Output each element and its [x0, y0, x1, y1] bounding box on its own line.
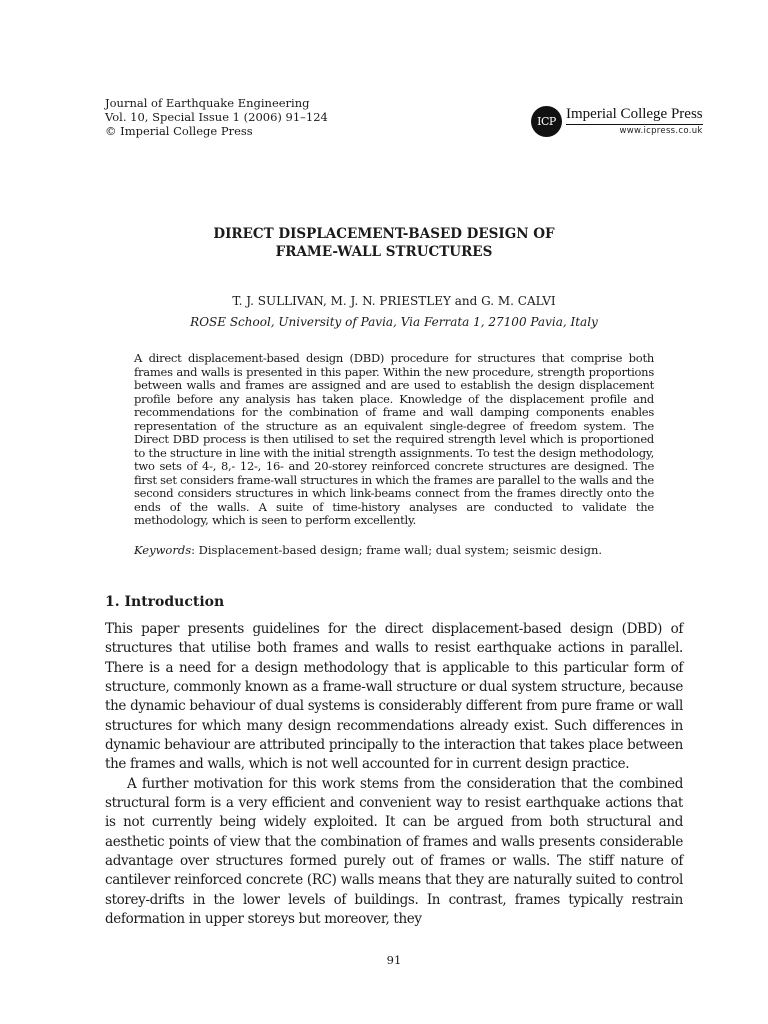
- paper-title: [0, 225, 768, 261]
- paper-affiliation: ROSE School, University of Pavia, Via Ferrata 1, 27100 Pavia, Italy: [190, 315, 598, 329]
- paper-authors: T. J. SULLIVAN, M. J. N. PRIESTLEY and G. M. CALVI: [232, 294, 556, 308]
- journal-volume: Vol. 10, Special Issue 1 (2006) 91–124: [105, 110, 328, 124]
- paper-title-line-2: FRAME-WALL STRUCTURES: [275, 244, 493, 260]
- keywords-text: : Displacement-based design; frame wall; dual system; seismic design.: [191, 543, 603, 557]
- publisher-url: www.icpress.co.uk: [619, 126, 703, 137]
- keywords-label: Keywords: [134, 543, 192, 557]
- body-text: [105, 620, 683, 930]
- journal-copyright: © Imperial College Press: [105, 124, 253, 138]
- paper-title-line-1: DIRECT DISPLACEMENT-BASED DESIGN OF: [213, 226, 555, 242]
- journal-name: Journal of Earthquake Engineering: [105, 96, 310, 110]
- body-paragraph-2: A further motivation for this work stems from the consideration that the combined structural form is a very efficient and convenient way to resist earthquake actions that is not currently being widely exploited. It can be argued from both structural and aesthetic points of view that the combination of frames and walls presents considerable advantage over structures formed purely out of frames or walls. The stiff nature of cantilever reinforced concrete (RC) walls means that they are naturally suited to control storey-drifts in the lower levels of buildings. In contrast, frames typically restrain deformation in upper storeys but moreover, they: [105, 775, 683, 928]
- body-paragraph-1: This paper presents guidelines for the direct displacement-based design (DBD) of structures that utilise both frames and walls to resist earthquake actions in parallel. There is a need for a design methodology that is applicable to this particular form of structure, commonly known as a frame-wall structure or dual system structure, because the dynamic behaviour of dual systems is considerably different from pure frame or wall structures for which many design recommendations already exist. Such differences in dynamic behaviour are attributed principally to the interaction that takes place between the frames and walls, which is not well accounted for in current design practice.: [105, 621, 683, 773]
- publisher-divider: [566, 124, 703, 125]
- publisher-text: [566, 107, 703, 136]
- section-heading: 1. Introduction: [105, 594, 225, 610]
- page-number: 91: [386, 953, 402, 967]
- journal-citation: [105, 96, 328, 138]
- paper-abstract: A direct displacement-based design (DBD) procedure for structures that comprise both frames and walls is presented in this paper. Within the new procedure, strength proportions between walls and frames are assigned and are used to establish the design displacement profile before any analysis has taken place. Knowledge of the displacement profile and recommendations for the combination of frame and wall damping components enables representation of the structure as an equivalent single-degree of freedom system. The Direct DBD process is then utilised to set the required strength level which is proportioned to the structure in line with the initial strength assignments. To test the design methodology, two sets of 4-, 8,- 12-, 16- and 20-storey reinforced concrete structures are designed. The first set considers frame-wall structures in which the frames are parallel to the walls and the second considers structures in which link-beams connect from the frames directly onto the ends of the walls. A suite of time-history analyses are conducted to validate the methodology, which is seen to perform excellently.: [134, 351, 654, 527]
- icp-logo-icon: ICP: [531, 106, 562, 137]
- publisher-name: Imperial College Press: [566, 106, 703, 123]
- publisher-logo: [531, 106, 703, 137]
- paper-keywords: [134, 543, 654, 557]
